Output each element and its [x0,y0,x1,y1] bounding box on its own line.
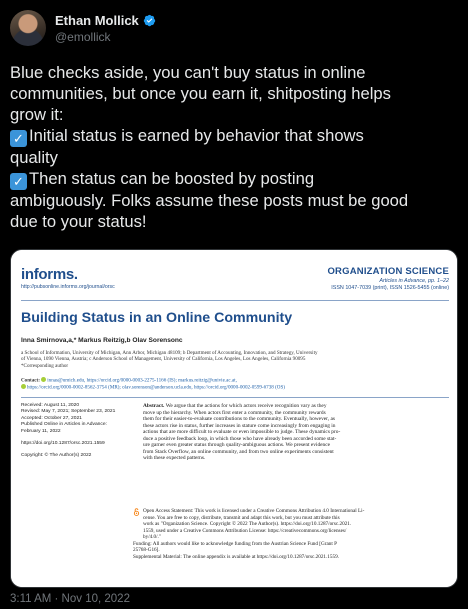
open-access-line: by/4.0/." [143,534,161,540]
funding-line: Funding: All authors would like to acknowledge funding from the Austrian Science Fund [Grant P [133,540,338,547]
paper-copyright: Copyright: © The Author(s) 2022 [21,453,92,459]
funding-line: 25768-G16]. [133,547,160,553]
paper-first-page [11,250,458,588]
paper-contact [21,377,449,392]
author-display-name[interactable]: Ethan Mollick [55,12,139,28]
contact-line-text: innas@umich.edu, https://orcid.org/0000-0003-2275-1166 (IS); markus.reitzig@univie.ac.at, [47,377,237,384]
abstract-line: with these expected patterns. [143,455,206,461]
paper-header [21,266,449,296]
contact-label: Contact: [21,377,40,384]
open-access-line: work as "Organization Science. Copyright © 2022 The Author(s). https://doi.org/10.1287/orsc.2021. [143,521,352,527]
paper-authors: Inna Smirnova,a,* Markus Reitzig,b Olav Sorensonc [21,337,183,344]
affiliation-line: a School of Information, University of Michigan, Ann Arbor, Michigan 48109; b Department of Accounting, Innovation, and Strategy, University [21,350,318,356]
history-line: Accepted: October 27, 2021 [21,415,82,421]
avatar[interactable] [10,10,46,46]
tweet-line-text: Then status can be boosted by posting [29,169,315,188]
tweet-line: Blue checks aside, you can't buy status in online [10,63,366,82]
abstract-line: these actors rise in status, further increases in stature come increasingly from engaging in [143,422,336,429]
paper-open-access [133,508,449,560]
history-line: Revised: May 7, 2021; September 23, 2021 [21,409,116,415]
open-access-line: Open Access Statement: This work is licensed under a Creative Commons Attribution 4.0 International Li- [143,508,365,514]
abstract-line: ure garner even greater status through quality-ambiguous actions. We present evidence [143,442,331,448]
supplemental-line: Supplemental Material: The online appendix is available at https://doi.org/10.1287/orsc.2021.1559. [133,553,339,560]
paper-affiliations [21,350,449,369]
attached-image[interactable] [10,249,458,588]
open-access-line: cense. You are free to copy, distribute, transmit and adapt this work, but you must attribute this [143,514,340,521]
abstract-line: duce a positive feedback loop, in which those who have already been accorded some stat- [143,435,337,442]
tweet-text [10,62,462,232]
tweet-header [10,10,156,46]
publisher-url: http://pubsonline.informs.org/journal/orsc [21,284,115,290]
contact-divider [21,397,449,398]
tweet-timestamp[interactable]: 3:11 AM · Nov 10, 2022 [10,593,130,605]
affiliation-line: *Corresponding author [21,362,69,369]
journal-name: ORGANIZATION SCIENCE [327,266,449,277]
history-line: February 11, 2022 [21,428,61,434]
abstract-line: from Stack Overflow, an online community, and from two online experiments consistent [143,448,334,455]
tweet-line-check-1 [10,125,462,147]
abstract-line: move up the hierarchy. When actors first enter a community, the community rewards [143,409,326,416]
check-mark-icon: ✓ [10,173,27,190]
tweet-line-text: Initial status is earned by behavior that shows [29,126,364,145]
tweet-line-check-2 [10,168,462,190]
tweet-line: due to your status! [10,212,147,231]
check-mark-icon: ✓ [10,130,27,147]
header-divider [21,300,449,301]
orcid-icon [21,384,26,389]
paper-history [21,403,131,460]
tweet-line: quality [10,148,58,167]
tweet-line: grow it: [10,105,64,124]
name-row [55,13,156,28]
abstract-line: actions that are more difficult to evaluate or even impossible to judge. These dynamics pro- [143,429,341,435]
verified-badge-icon [143,14,156,27]
contact-line [21,384,449,391]
author-handle[interactable]: @emollick [55,29,111,44]
contact-line [21,377,449,384]
abstract-line: them for their easier-to-evaluate contributions to the community. Eventually, however, as [143,416,335,422]
author-names [55,13,156,44]
journal-subtitle: Articles in Advance, pp. 1–22 [379,278,449,284]
journal-block [327,266,449,291]
publisher-logo: informs. [21,266,78,283]
history-line: Published Online in Articles in Advance: [21,422,107,428]
orcid-icon [41,377,46,382]
affiliation-line: of Vienna, 1090 Vienna, Austria; c Anderson School of Management, University of California, Los Angeles, Los Angeles, California 90095 [21,356,306,363]
paper-abstract [143,403,449,462]
journal-issn: ISSN 1047-7039 (print), ISSN 1526-5455 (online) [331,285,449,291]
paper-title: Building Status in an Online Community [21,310,293,326]
open-access-lock-icon [133,508,140,516]
contact-line-text: https://orcid.org/0000-0002-8562-3754 (MR); olav.sorenson@anderson.ucla.edu, https://orcid.org/0000-0002-0599-6738 (OS) [27,384,285,391]
open-access-line: 1559, used under a Creative Commons Attribution License: https://creativecommons.org/licenses/ [143,527,347,534]
paper-doi: https://doi.org/10.1287/orsc.2021.1559 [21,441,105,447]
abstract-label: Abstract. [143,403,165,409]
tweet-line: communities, but once you earn it, shitposting helps [10,84,391,103]
history-line: Received: August 11, 2020 [21,403,80,408]
tweet-line: ambiguously. Folks assume these posts must be good [10,191,409,210]
abstract-text: We argue that the actions for which actors receive recognition vary as they [165,403,327,409]
